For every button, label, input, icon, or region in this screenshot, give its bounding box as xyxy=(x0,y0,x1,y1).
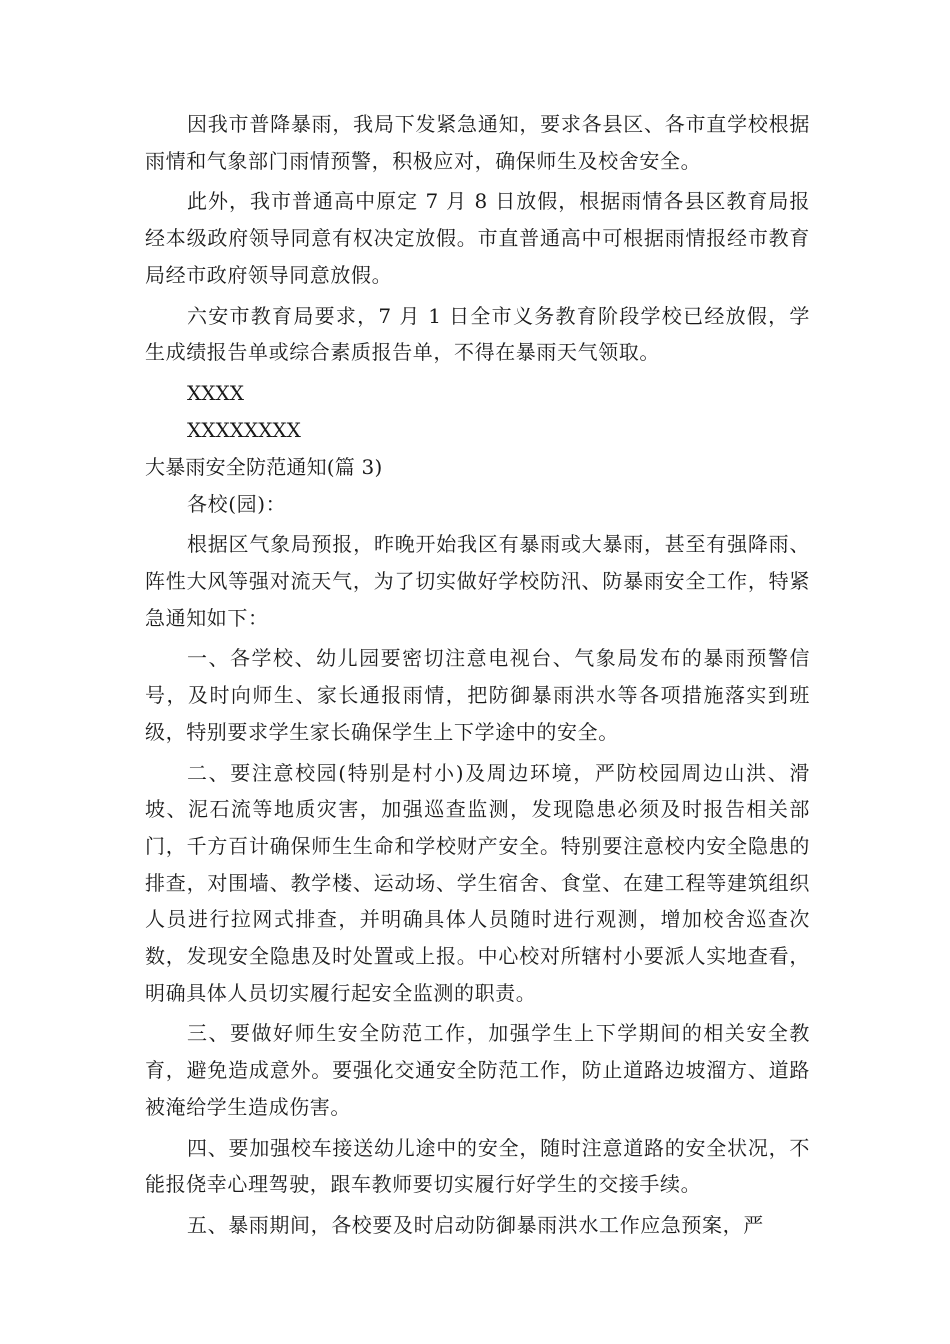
section-title: 大暴雨安全防范通知(篇 3) xyxy=(145,454,383,479)
paragraph-rain-notice: 因我市普降暴雨，我局下发紧急通知，要求各县区、各市直学校根据雨情和气象部门雨情预警，积极应对，确保师生及校舍安全。 xyxy=(145,112,810,173)
paragraph-item-4: 四、要加强校车接送幼儿途中的安全，随时注意道路的安全状况，不能报侥幸心理驾驶，跟车教师要切实履行好学生的交接手续。 xyxy=(145,1135,810,1197)
paragraph-item-3: 三、要做好师生安全防范工作，加强学生上下学期间的相关安全教育，避免造成意外。要强化交通安全防范工作，防止道路边坡溜方、道路被淹给学生造成伤害。 xyxy=(145,1021,810,1119)
signature-organization: XXXX xyxy=(187,380,244,405)
paragraph-item-2: 二、要注意校园(特别是村小)及周边环境，严防校园周边山洪、滑坡、泥石流等地质灾害，加强巡查监测，发现隐患必须及时报告相关部门，千方百计确保师生生命和学校财产安全。特别要注意校内安全隐患的排查，对围墙、教学楼、运动场、学生宿舍、食堂、在建工程等建筑组织人员进行拉网式排查，并明确具体人员随时进行观测，增加校舍巡查次数，发现安全隐患及时处置或上报。中心校对所辖村小要派人实地查看，明确具体人员切实履行起安全监测的职责。 xyxy=(145,760,810,1005)
paragraph-item-5: 五、暴雨期间，各校要及时启动防御暴雨洪水工作应急预案，严 xyxy=(187,1212,764,1237)
document-body xyxy=(145,106,810,1248)
signature-date: XXXXXXXX xyxy=(187,417,301,442)
paragraph-forecast: 根据区气象局预报，昨晚开始我区有暴雨或大暴雨，甚至有强降雨、阵性大风等强对流天气，为了切实做好学校防汛、防暴雨安全工作，特紧急通知如下： xyxy=(145,532,810,630)
paragraph-high-school-holiday: 此外，我市普通高中原定 7 月 8 日放假，根据雨情各县区教育局报经本级政府领导同意有权决定放假。市直普通高中可根据雨情报经市教育局经市政府领导同意放假。 xyxy=(145,189,810,287)
paragraph-item-1: 一、各学校、幼儿园要密切注意电视台、气象局发布的暴雨预警信号，及时向师生、家长通报雨情，把防御暴雨洪水等各项措施落实到班级，特别要求学生家长确保学生上下学途中的安全。 xyxy=(145,646,810,744)
salutation: 各校(园)： xyxy=(187,491,287,516)
paragraph-luan-education-bureau: 六安市教育局要求，7 月 1 日全市义务教育阶段学校已经放假，学生成绩报告单或综合素质报告单，不得在暴雨天气领取。 xyxy=(145,303,810,365)
